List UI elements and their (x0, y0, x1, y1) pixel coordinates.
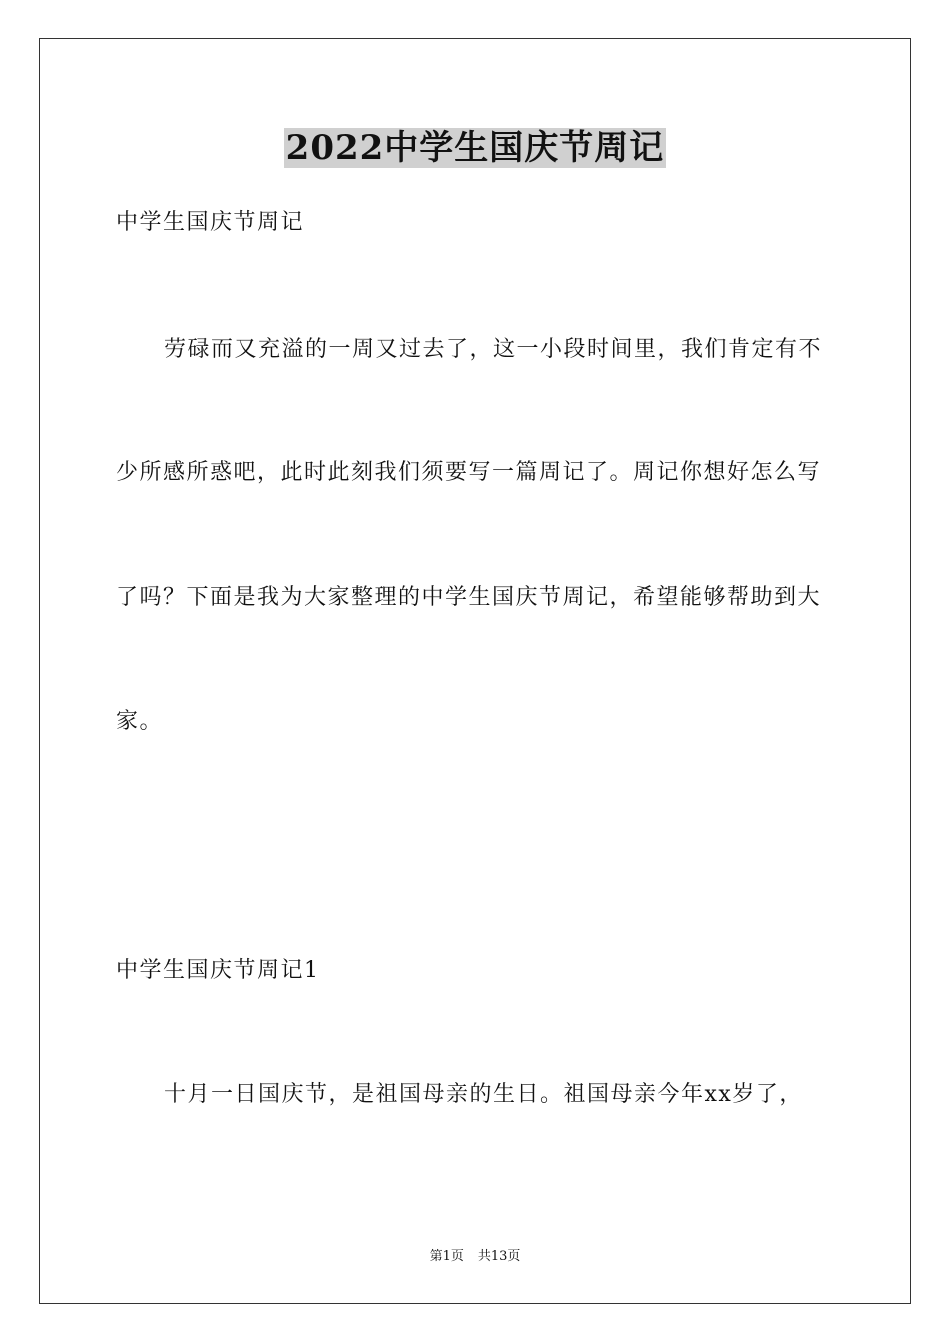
document-subtitle: 中学生国庆节周记 (116, 210, 305, 235)
page-footer (0, 1248, 950, 1266)
page-total: 共13页 (477, 1249, 521, 1264)
paragraph-line: 劳碌而又充溢的一周又过去了，这一小段时间里，我们肯定有不 (164, 337, 823, 362)
document-title-text: 2022中学生国庆节周记 (285, 128, 665, 168)
section-heading: 中学生国庆节周记1 (116, 958, 320, 983)
paragraph-line: 十月一日国庆节，是祖国母亲的生日。祖国母亲今年xx岁了， (164, 1082, 803, 1107)
paragraph-line: 了吗？下面是我为大家整理的中学生国庆节周记，希望能够帮助到大 (116, 585, 822, 610)
paragraph-line: 家。 (116, 709, 164, 734)
document-title (0, 128, 950, 168)
page-number: 第1页 (429, 1249, 464, 1264)
paragraph-line: 少所感所惑吧，此时此刻我们须要写一篇周记了。周记你想好怎么写 (116, 460, 822, 485)
